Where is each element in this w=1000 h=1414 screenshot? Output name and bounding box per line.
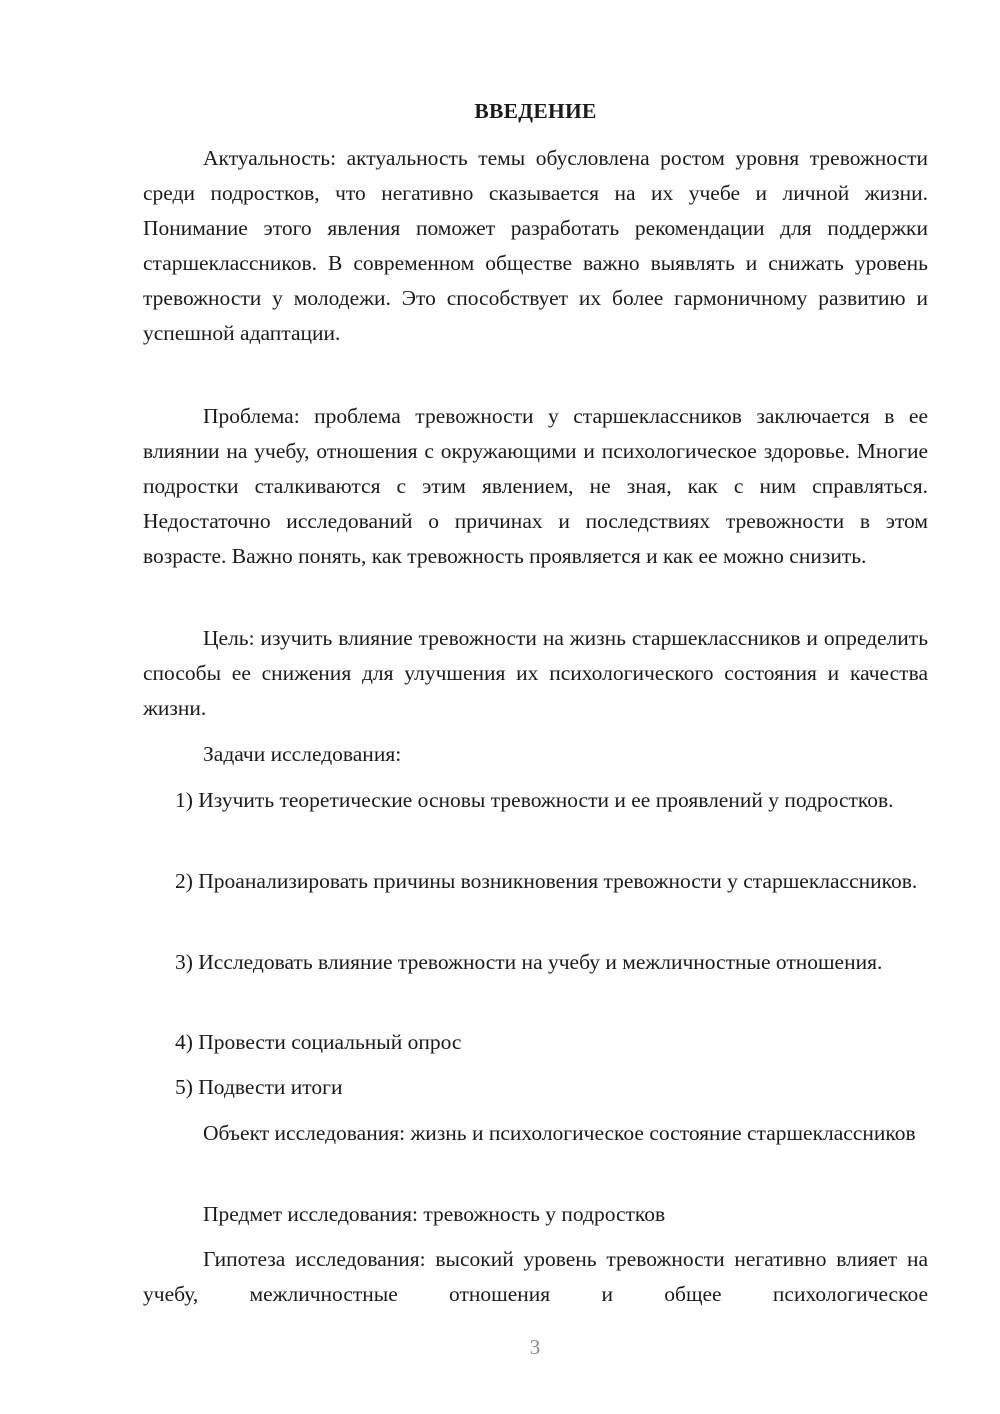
task-item: 5) Подвести итоги bbox=[175, 1075, 343, 1099]
task-item: 4) Провести социальный опрос bbox=[175, 1030, 462, 1054]
paragraph-object: Объект исследования: жизнь и психологическое состояние старшеклассников bbox=[203, 1121, 916, 1145]
page-number: 3 bbox=[529, 1335, 541, 1359]
tasks-heading: Задачи исследования: bbox=[203, 742, 402, 766]
task-item: 3) Исследовать влияние тревожности на учебу и межличностные отношения. bbox=[175, 950, 883, 974]
task-item: 1) Изучить теоретические основы тревожности и ее проявлений у подростков. bbox=[175, 788, 894, 812]
paragraph-goal: Цель: изучить влияние тревожности на жизнь старшеклассников и определить способы ее снижения для улучшения их психологического состояния и качества жизни. bbox=[143, 626, 928, 720]
task-item: 2) Проанализировать причины возникновения тревожности у старшеклассников. bbox=[175, 869, 918, 893]
paragraph-hypothesis: Гипотеза исследования: высокий уровень тревожности негативно влияет на учебу, межличностные отношения и общее психологическое bbox=[143, 1247, 928, 1306]
paragraph-subject: Предмет исследования: тревожность у подростков bbox=[203, 1202, 666, 1226]
paragraph-problem: Проблема: проблема тревожности у старшеклассников заключается в ее влиянии на учебу, отношения с окружающими и психологическое здоровье. Многие подростки сталкиваются с этим явлением, не зная, как с ним справляться. Недостаточно исследований о причинах и последствиях тревожности в этом возрасте. Важно понять, как тревожность проявляется и как ее можно снизить. bbox=[143, 404, 928, 568]
page-title: ВВЕДЕНИЕ bbox=[474, 99, 597, 123]
paragraph-relevance: Актуальность: актуальность темы обусловлена ростом уровня тревожности среди подростков, что негативно сказывается на их учебе и личной жизни. Понимание этого явления поможет разработать рекомендации для поддержки старшеклассников. В современном обществе важно выявлять и снижать уровень тревожности у молодежи. Это способствует их более гармоничному развитию и успешной адаптации. bbox=[143, 146, 928, 345]
